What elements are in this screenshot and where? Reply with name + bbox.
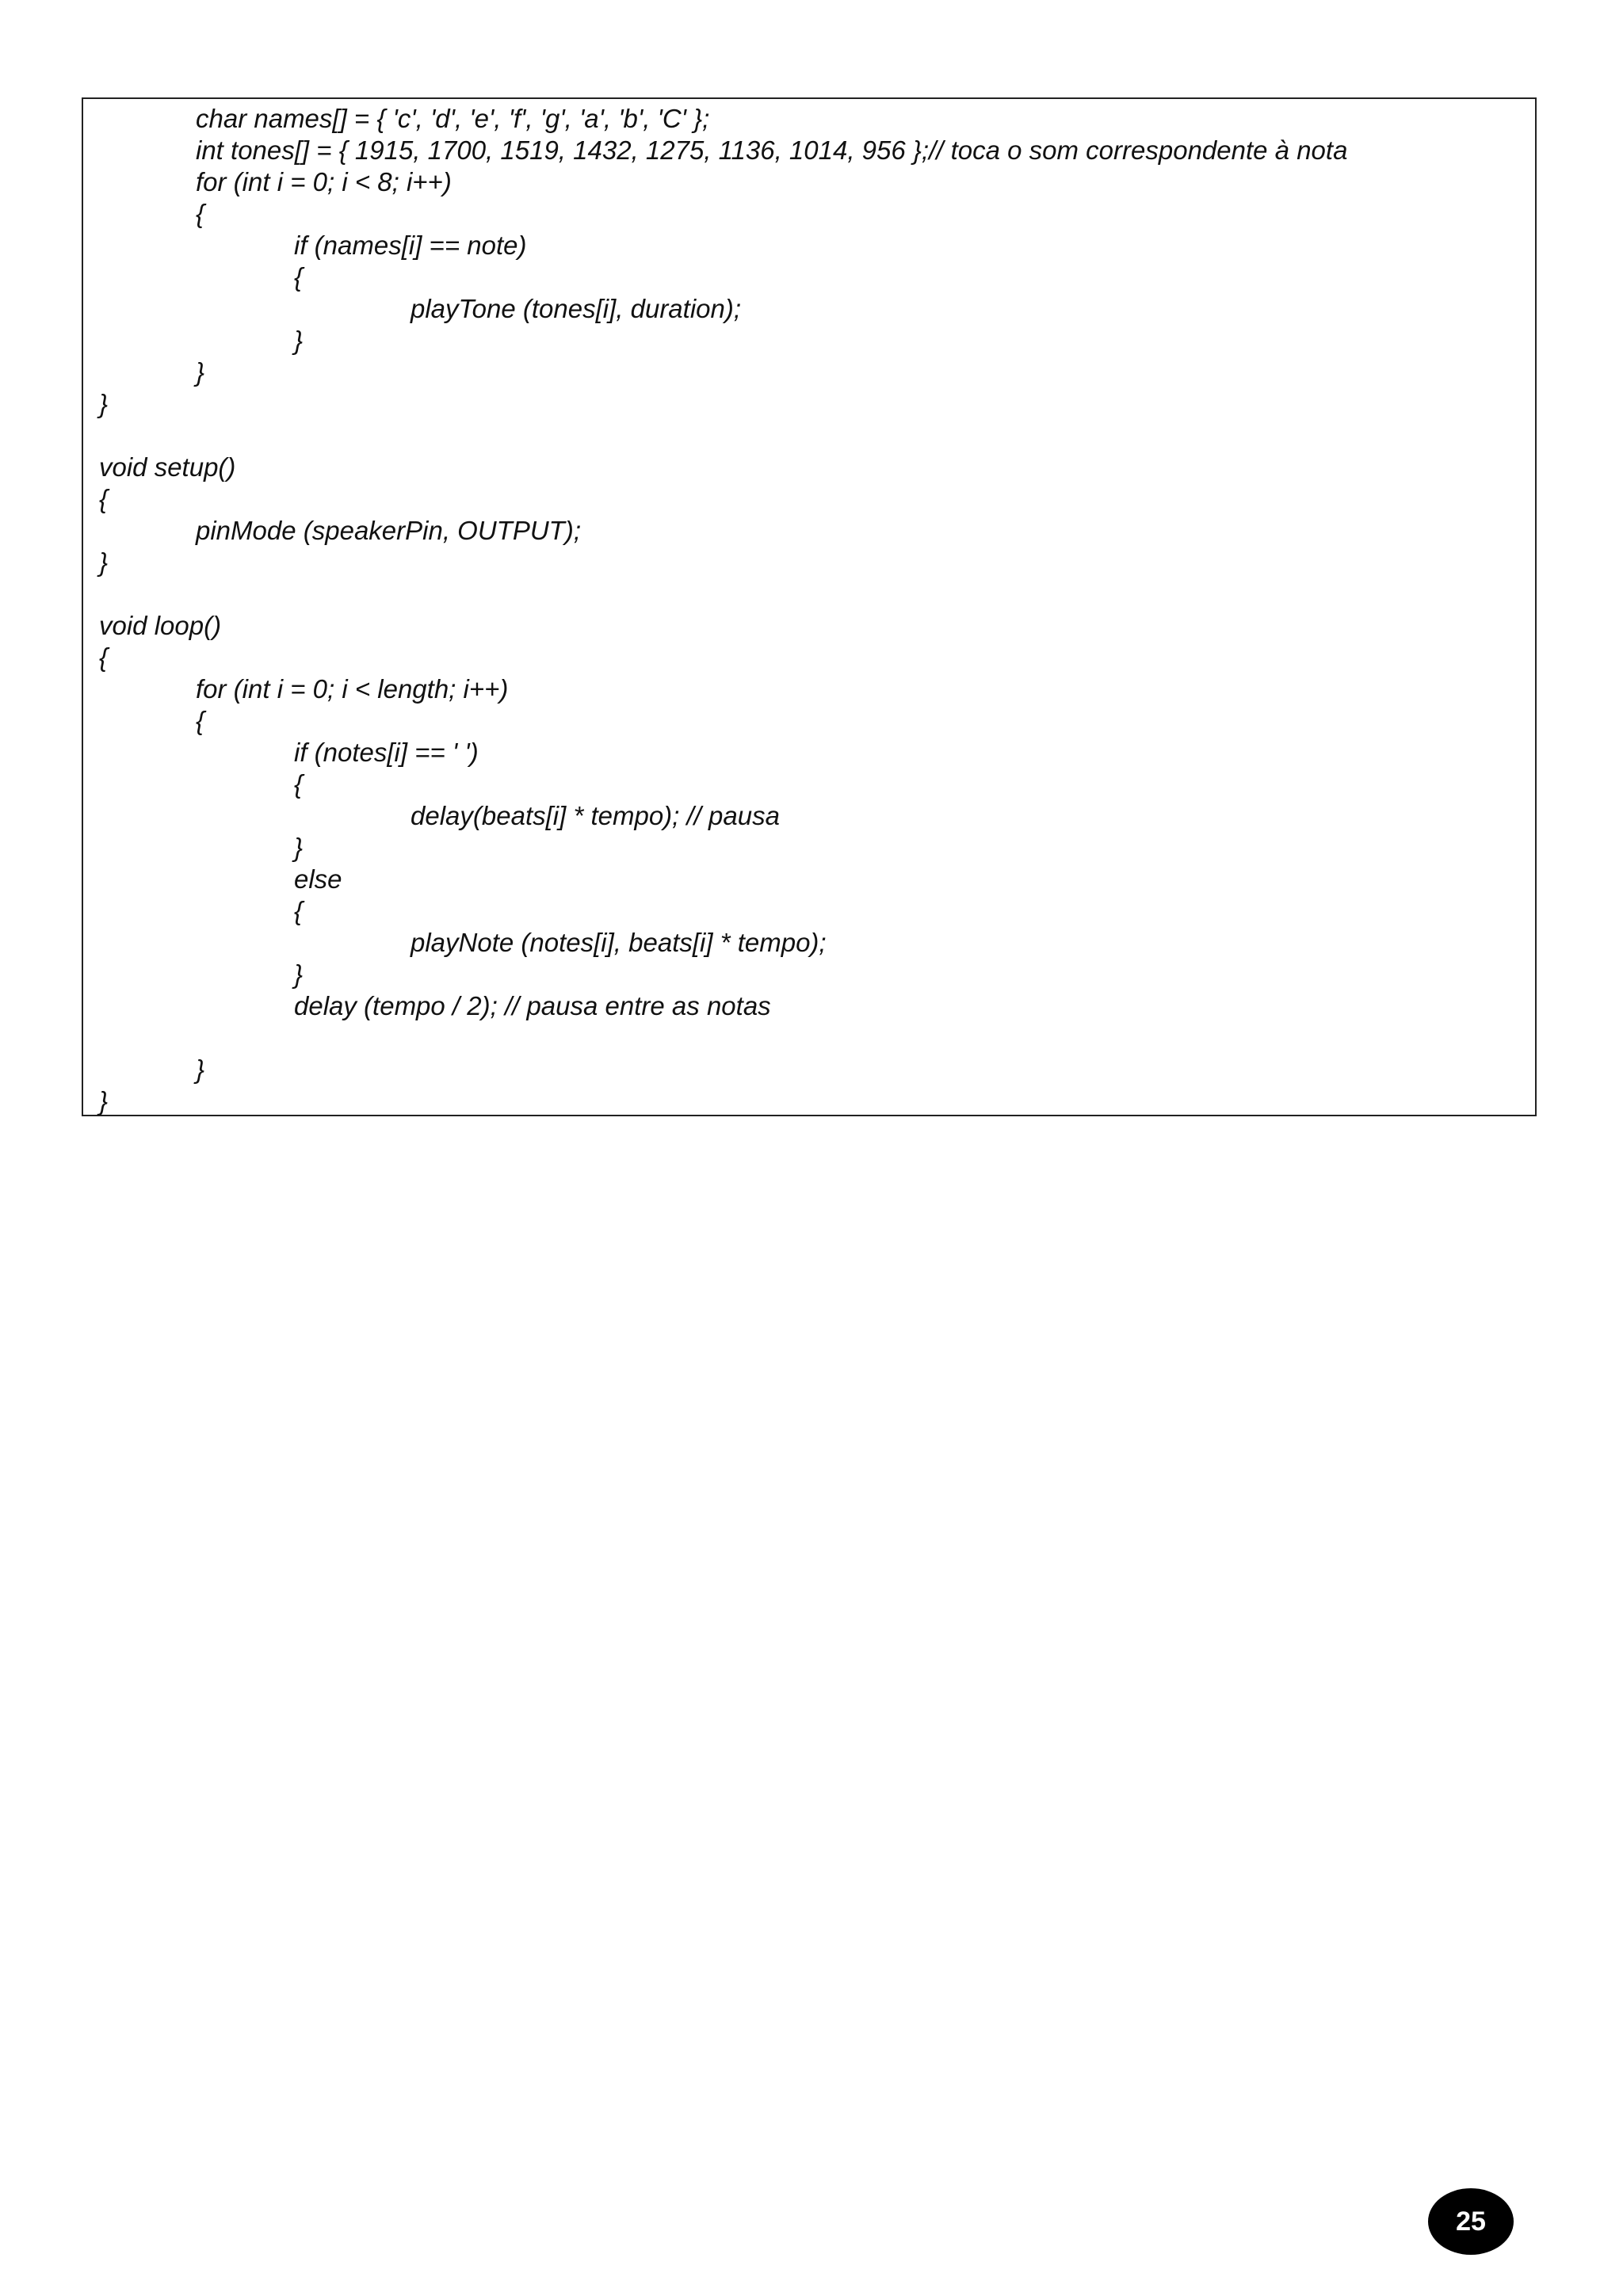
code-line-4: { bbox=[196, 199, 205, 228]
code-line-12: void setup() bbox=[99, 452, 236, 482]
code-line-19: for (int i = 0; i < length; i++) bbox=[196, 674, 509, 704]
code-line-8: } bbox=[294, 326, 304, 355]
code-line-31: } bbox=[196, 1055, 205, 1084]
code-line-15: } bbox=[99, 547, 109, 577]
code-listing-box bbox=[82, 97, 1537, 1116]
code-line-18: { bbox=[99, 643, 109, 672]
code-line-13: { bbox=[99, 484, 109, 513]
code-line-5: if (names[i] == note) bbox=[294, 231, 527, 260]
code-line-17: void loop() bbox=[99, 611, 222, 640]
code-line-1: char names[] = { 'c', 'd', 'e', 'f', 'g', 'a', 'b', 'C' }; bbox=[196, 104, 710, 133]
code-line-25: else bbox=[294, 864, 342, 894]
code-line-14: pinMode (speakerPin, OUTPUT); bbox=[196, 516, 581, 545]
code-line-27: playNote (notes[i], beats[i] * tempo); bbox=[411, 928, 827, 957]
code-line-6: { bbox=[294, 262, 304, 292]
code-line-10: } bbox=[99, 389, 109, 418]
code-line-20: { bbox=[196, 706, 205, 735]
code-line-32: } bbox=[99, 1086, 109, 1116]
code-line-28: } bbox=[294, 959, 304, 989]
code-line-3: for (int i = 0; i < 8; i++) bbox=[196, 167, 452, 196]
code-line-21: if (notes[i] == ' ') bbox=[294, 738, 479, 767]
code-line-22: { bbox=[294, 769, 304, 799]
code-line-7: playTone (tones[i], duration); bbox=[411, 294, 742, 323]
code-line-24: } bbox=[294, 833, 304, 862]
code-line-23: delay(beats[i] * tempo); // pausa bbox=[411, 801, 780, 830]
page-number: 25 bbox=[1456, 2206, 1486, 2237]
code-line-26: { bbox=[294, 896, 304, 925]
code-line-2: int tones[] = { 1915, 1700, 1519, 1432, 1275, 1136, 1014, 956 };// toca o som correspondente à nota bbox=[196, 135, 1348, 165]
page-number-badge bbox=[1428, 2188, 1514, 2255]
code-line-9: } bbox=[196, 357, 205, 387]
code-line-29: delay (tempo / 2); // pausa entre as notas bbox=[294, 991, 771, 1020]
